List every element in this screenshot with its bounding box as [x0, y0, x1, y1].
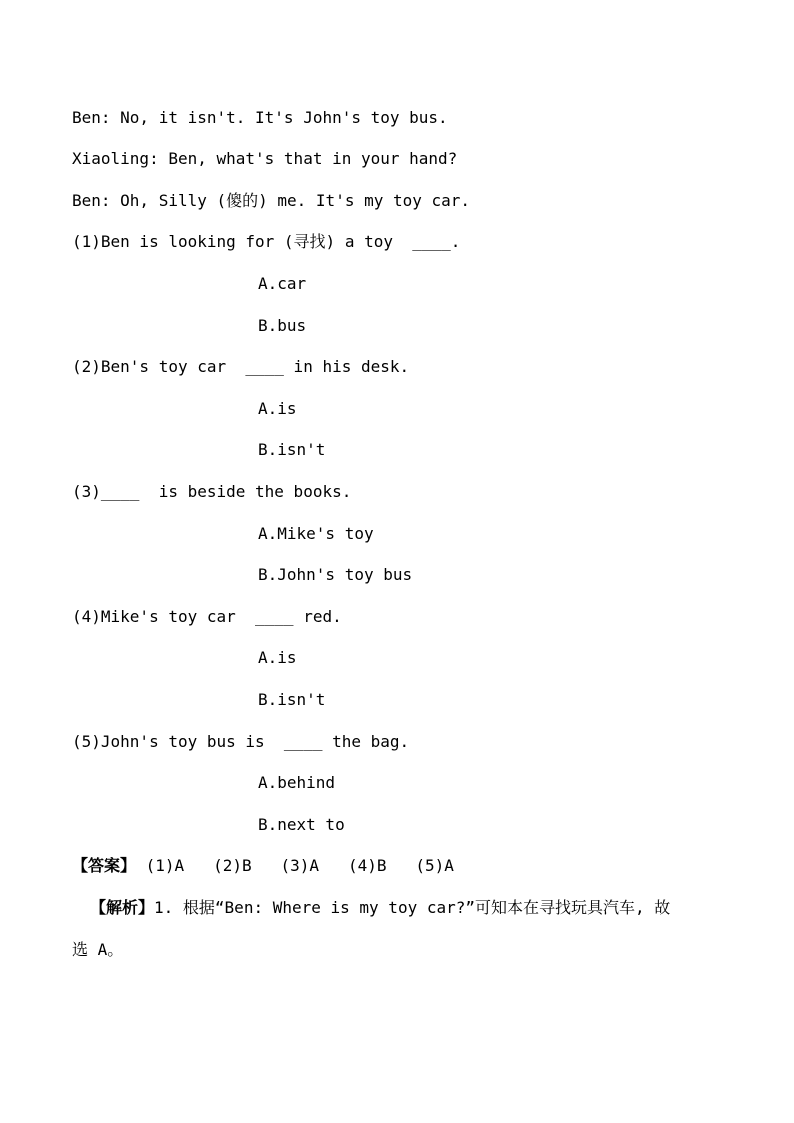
- question-3-stem: (3)____ is beside the books.: [72, 482, 352, 501]
- question-4-stem: (4)Mike's toy car ____ red.: [72, 607, 342, 626]
- dialog-line-2: Xiaoling: Ben, what's that in your hand?: [72, 149, 458, 168]
- answer-label: 【答案】: [72, 856, 137, 875]
- dialog-line-1: Ben: No, it isn't. It's John's toy bus.: [72, 108, 448, 127]
- answer-line: [72, 856, 454, 876]
- question-4-option-a: A.is: [258, 648, 297, 667]
- question-5-stem: (5)John's toy bus is ____ the bag.: [72, 732, 410, 751]
- analysis-line-2: 选 A。: [72, 940, 124, 959]
- analysis-text-1: 1. 根据“Ben: Where is my toy car?”可知本在寻找玩具汽车, 故: [154, 898, 671, 917]
- question-1-stem: (1)Ben is looking for (寻找) a toy ____.: [72, 232, 461, 251]
- question-3-option-b: B.John's toy bus: [258, 565, 413, 584]
- answer-values: (1)A (2)B (3)A (4)B (5)A: [145, 856, 454, 875]
- analysis-line-1: [90, 898, 670, 918]
- question-2-option-b: B.isn't: [258, 440, 326, 459]
- question-2-option-a: A.is: [258, 399, 297, 418]
- question-2-stem: (2)Ben's toy car ____ in his desk.: [72, 357, 410, 376]
- analysis-label: 【解析】: [90, 898, 155, 917]
- question-1-option-a: A.car: [258, 274, 307, 293]
- question-1-option-b: B.bus: [258, 316, 307, 335]
- question-3-option-a: A.Mike's toy: [258, 524, 374, 543]
- question-4-option-b: B.isn't: [258, 690, 326, 709]
- question-5-option-a: A.behind: [258, 773, 336, 792]
- dialog-line-3: Ben: Oh, Silly (傻的) me. It's my toy car.: [72, 191, 471, 210]
- question-5-option-b: B.next to: [258, 815, 345, 834]
